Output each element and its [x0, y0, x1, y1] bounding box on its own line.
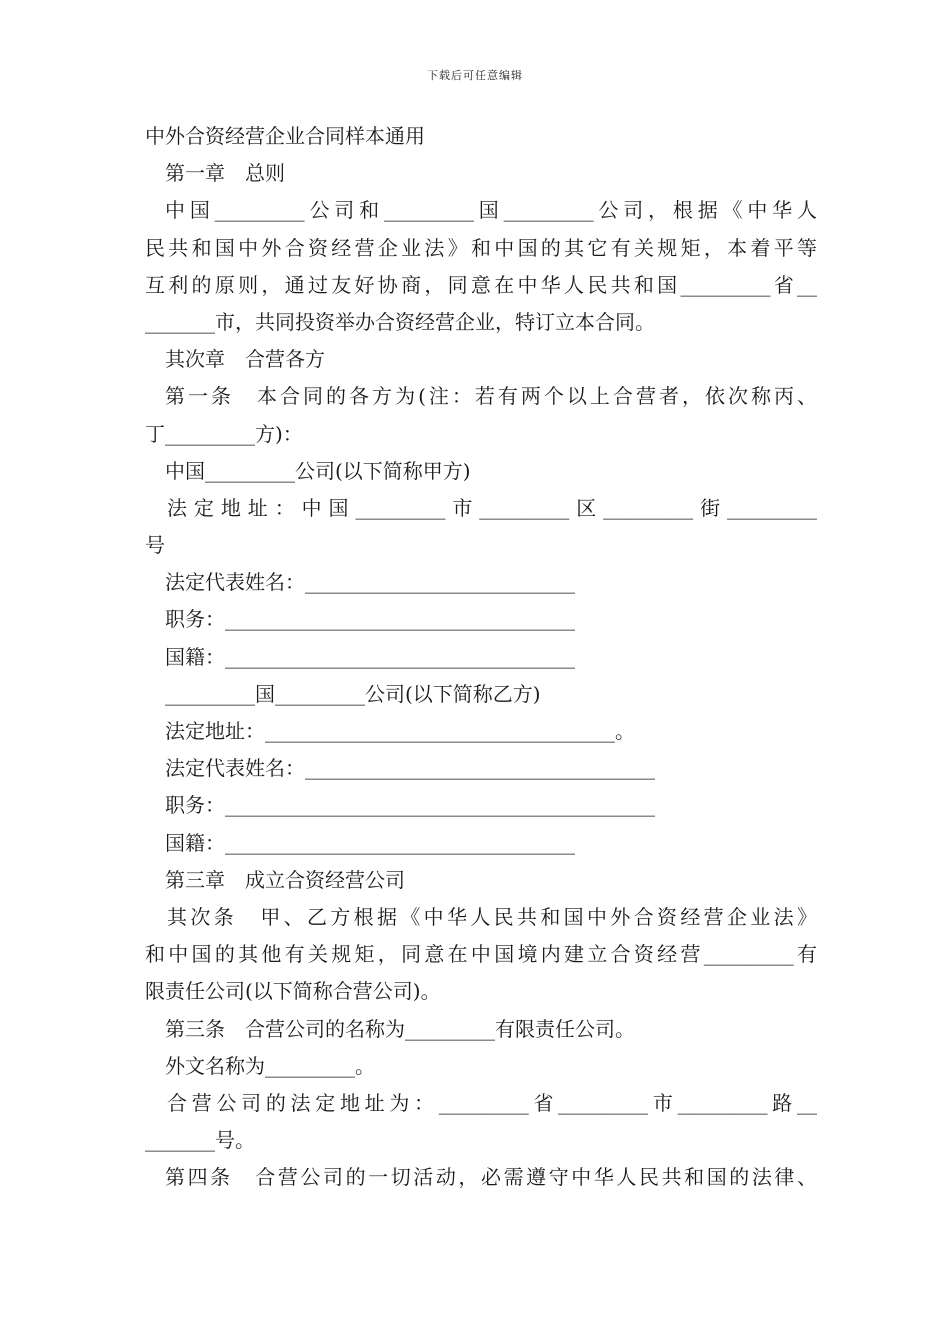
paragraph-line: 互利的原则，通过友好协商，同意在中华人民共和国_________省__ [145, 272, 817, 297]
header-note: 下载后可任意编辑 [427, 69, 523, 82]
party-a-address-line: 法定地址：中国_________市_________区_________街_________ [167, 495, 817, 520]
party-a-representative-line: 法定代表姓名：___________________________ [165, 570, 575, 595]
legal-address-line: _______号。 [145, 1128, 255, 1153]
chapter-1-heading: 第一章 总则 [165, 161, 285, 186]
party-b-position-line: 职务：___________________________________________ [165, 793, 655, 818]
party-a-position-line: 职务：___________________________________ [165, 607, 575, 632]
party-b-representative-line: 法定代表姓名：___________________________________ [165, 756, 655, 781]
paragraph-line: _______市，共同投资举办合资经营企业，特订立本合同。 [145, 309, 655, 334]
party-a-line: 中国_________公司(以下简称甲方) [165, 458, 471, 483]
article-1-line: 第一条 本合同的各方为(注：若有两个以上合营者，依次称丙、 [165, 384, 817, 409]
party-a-address-line: 号 [145, 533, 165, 558]
chapter-2-heading: 其次章 合营各方 [165, 347, 325, 372]
paragraph-line: 中国_________公司和_________国_________公司，根据《中华人 [165, 198, 817, 223]
foreign-name-line: 外文名称为_________。 [165, 1053, 375, 1078]
article-4-line: 第四条 合营公司的一切活动，必需遵守中华人民共和国的法律、 [165, 1165, 817, 1190]
document-title: 中外合资经营企业合同样本通用 [145, 124, 425, 148]
party-b-nationality-line: 国籍：___________________________________ [165, 830, 575, 855]
chapter-3-heading: 第三章 成立合资经营公司 [165, 867, 405, 892]
document-body [145, 118, 817, 1196]
article-2-line: 和中国的其他有关规矩，同意在中国境内建立合资经营_________有 [145, 942, 817, 967]
party-b-address-line: 法定地址：___________________________________。 [165, 719, 635, 743]
article-1-line: 丁_________方)： [145, 421, 303, 446]
article-3-line: 第三条 合营公司的名称为_________有限责任公司。 [165, 1016, 635, 1041]
article-2-line: 其次条 甲、乙方根据《中华人民共和国中外合资经营企业法》 [167, 904, 817, 929]
legal-address-line: 合营公司的法定地址为：_________省_________市_________路__ [167, 1090, 817, 1115]
article-2-line: 限责任公司(以下简称合营公司)。 [145, 979, 441, 1004]
paragraph-line: 民共和国中外合资经营企业法》和中国的其它有关规矩，本着平等 [145, 235, 817, 260]
party-b-line: _________国_________公司(以下简称乙方) [165, 681, 541, 706]
party-a-nationality-line: 国籍：___________________________________ [165, 644, 575, 669]
